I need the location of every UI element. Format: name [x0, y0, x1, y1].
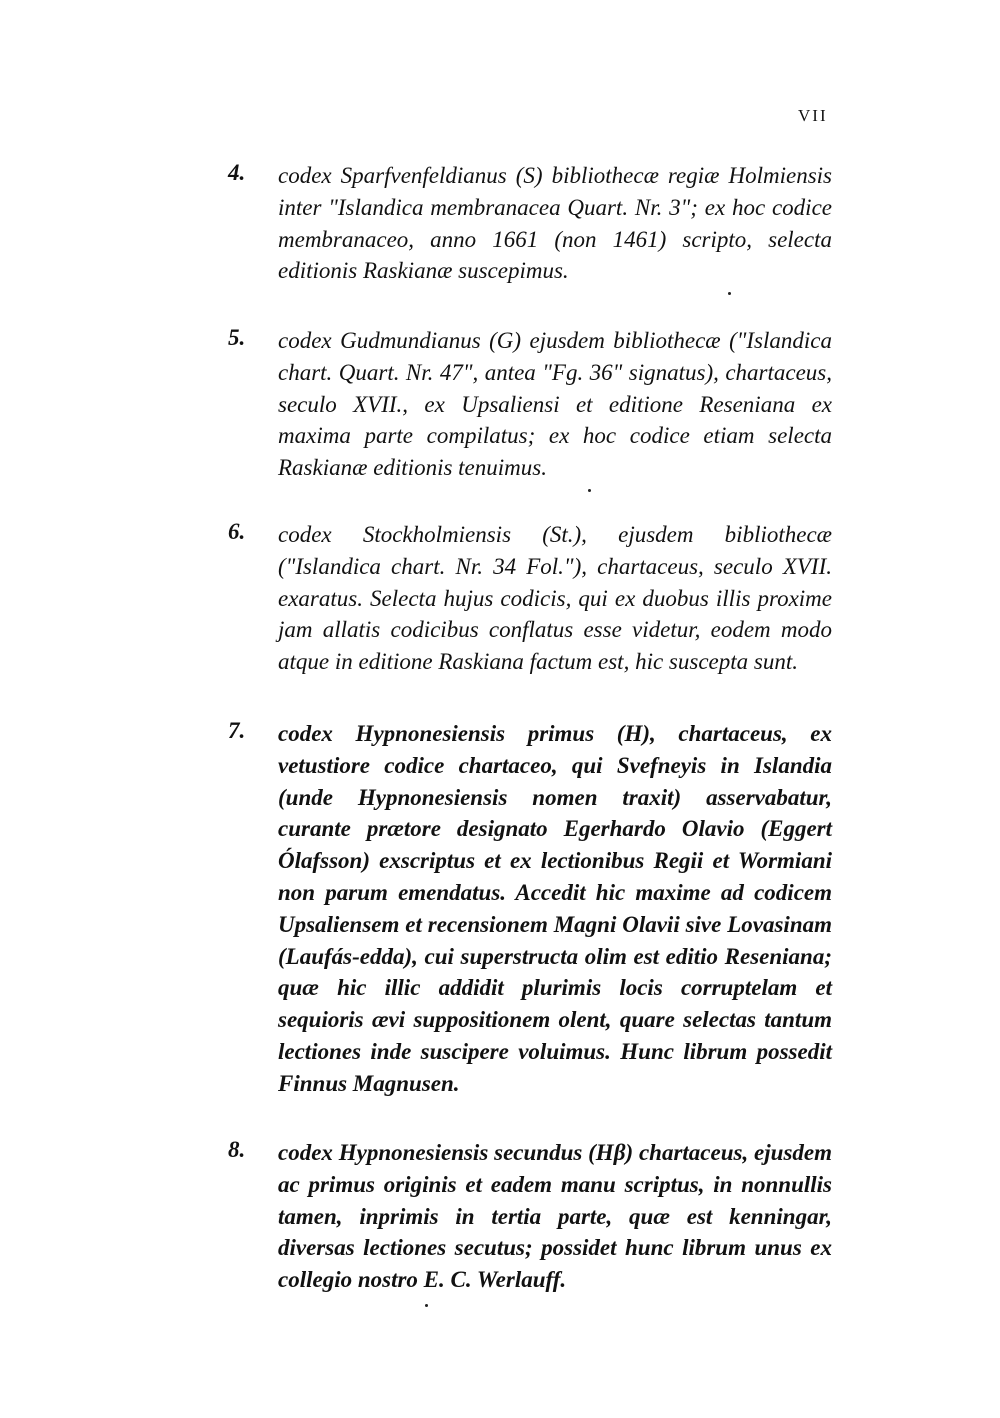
entry-text: codex Sparfvenfeldianus (S) bibliothecæ regiæ Holmiensis inter "Islandica membranacea Quart. Nr. 3"; ex hoc codice membranaceo, anno 1661 (non 1461) scripto, selecta editionis Raskianæ suscepimus.	[278, 163, 832, 284]
ink-speck	[728, 292, 731, 295]
entry-text: codex Stockholmiensis (St.), ejusdem bibliothecæ ("Islandica chart. Nr. 34 Fol."), chartaceus, seculo XVII. exaratus. Selecta hujus codicis, qui ex duobus illis proxime jam allatis codicibus conflatus esse videtur, eodem modo atque in editione Raskiana factum est, hic suscepta sunt.	[278, 522, 832, 675]
entry-text: codex Hypnonesiensis secundus (Hβ) chartaceus, ejusdem ac primus originis et eadem manu scriptus, in nonnullis tamen, inprimis in tertia parte, quæ est kenningar, diversas lectiones secutus; possidet hunc librum unus ex collegio nostro E. C. Werlauff.	[278, 1140, 832, 1293]
entry-text: codex Hypnonesiensis primus (H), chartaceus, ex vetustiore codice chartaceo, qui Svefneyis in Islandia (unde Hypnonesiensis nomen traxit) asservabatur, curante prætore designato Egerhardo Olavio (Eggert Ólafsson) exscriptus et ex lectionibus Regii et Wormiani non parum emendatus. Accedit hic maxime ad codicem Upsaliensem et recensionem Magni Olavii sive Lovasinam (Laufás-edda), cui superstructa olim est editio Reseniana; quæ hic illic addidit plurimis locis corruptelam et sequioris ævi suppositionem olent, quare selectas tantum lectiones inde suscipere voluimus. Hunc librum possedit Finnus Magnusen.	[278, 721, 832, 1096]
entry-text: codex Gudmundianus (G) ejusdem bibliothecæ ("Islandica chart. Quart. Nr. 47", antea "Fg. 36" signatus), chartaceus, seculo XVII., ex Upsaliensi et editione Reseniana ex maxima parte compilatus; ex hoc codice etiam selecta Raskianæ editionis tenuimus.	[278, 328, 832, 481]
entry-6	[228, 519, 832, 678]
entry-number: 5.	[228, 325, 246, 350]
entry-number: 8.	[228, 1137, 246, 1162]
entry-number: 6.	[228, 519, 246, 544]
entry-number: 7.	[228, 718, 246, 743]
entry-7	[228, 718, 832, 1100]
entry-4	[228, 160, 832, 287]
entry-number: 4.	[228, 160, 246, 185]
entry-5	[228, 325, 832, 484]
entry-8	[228, 1137, 832, 1296]
page-number: VII	[798, 106, 828, 125]
ink-speck	[588, 489, 591, 492]
ink-speck	[425, 1304, 428, 1307]
